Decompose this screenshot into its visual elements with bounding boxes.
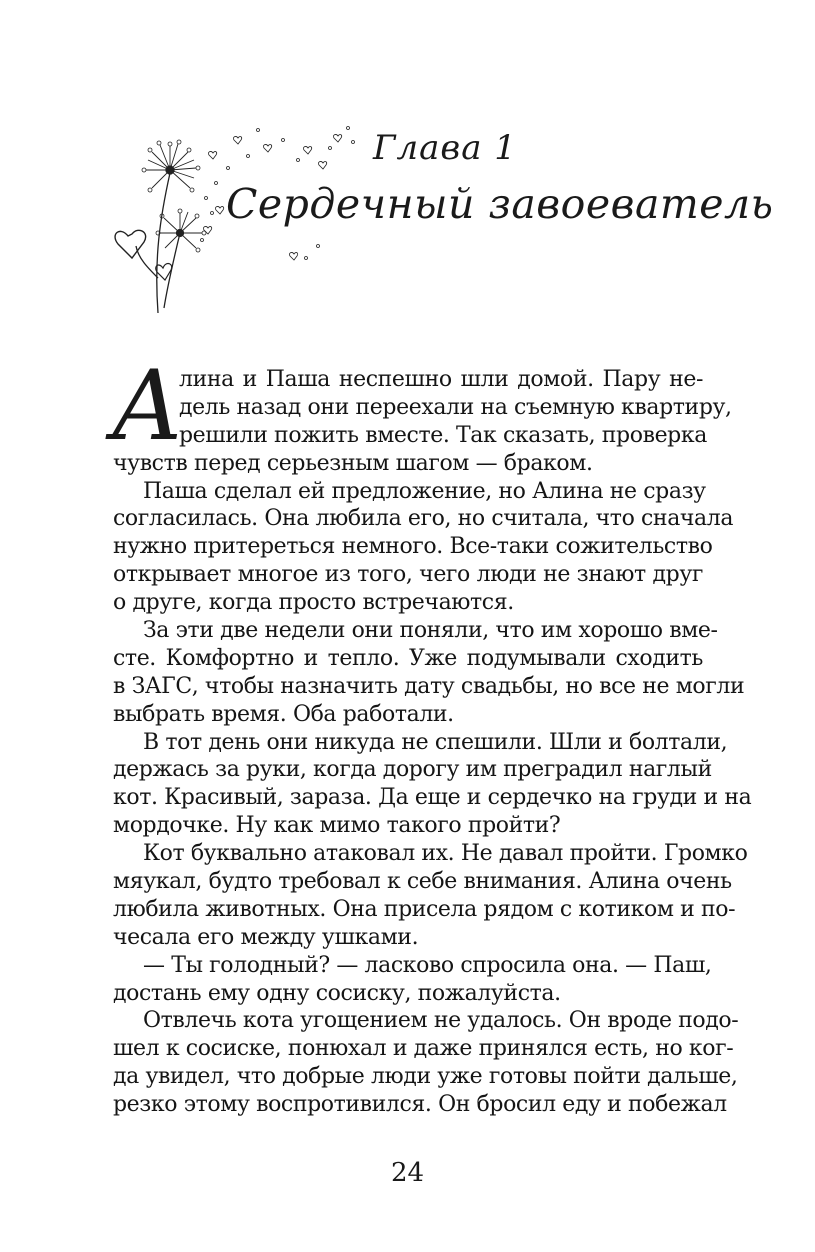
text-line: выбрать время. Оба работали. — [113, 701, 454, 727]
text-line: открывает многое из того, чего люди не знают друг — [113, 562, 703, 588]
text-line: нужно притереться немного. Все-таки сожительство — [113, 534, 713, 560]
text-line: держась за руки, когда дорогу им преградил наглый — [113, 757, 712, 783]
text-line: шел к сосиске, понюхал и даже принялся есть, но ког- — [113, 1036, 734, 1062]
text-line: В тот день они никуда не спешили. Шли и болтали, — [143, 729, 728, 755]
text-line: Отвлечь кота угощением не удалось. Он вроде подо- — [143, 1008, 739, 1034]
chapter-number: Глава 1 — [373, 128, 517, 168]
text-line: достань ему одну сосиску, пожалуйста. — [113, 980, 561, 1006]
text-line: согласилась. Она любила его, но считала, что сначала — [113, 506, 734, 532]
text-line: За эти две недели они поняли, что им хорошо вме- — [143, 618, 718, 644]
text-line: о друге, когда просто встречаются. — [113, 590, 514, 616]
text-line: мордочке. Ну как мимо такого пройти? — [113, 813, 561, 839]
text-line: чесала его между ушками. — [113, 924, 419, 950]
text-line: — Ты голодный? — ласково спросила она. — Паш, — [143, 952, 712, 978]
text-line: резко этому воспротивился. Он бросил еду и побежал — [113, 1092, 727, 1118]
text-line: лина и Паша неспешно шли домой. Пару не- — [179, 367, 703, 392]
chapter-title: Сердечный завоеватель — [226, 180, 774, 228]
text-line: сте. Комфортно и тепло. Уже подумывали сходить — [113, 645, 703, 671]
text-line: любила животных. Она присела рядом с котиком и по- — [113, 896, 736, 922]
text-line: решили пожить вместе. Так сказать, проверка — [179, 422, 707, 448]
text-line: дель назад они переехали на съемную квартиру, — [179, 394, 732, 420]
text-line: в ЗАГС, чтобы назначить дату свадьбы, но все не могли — [113, 673, 745, 699]
page-number: 24 — [390, 1158, 425, 1188]
text-line: мяукал, будто требовал к себе внимания. Алина очень — [113, 869, 732, 895]
text-line: чувств перед серьезным шагом — браком. — [113, 450, 593, 476]
drop-cap: А — [111, 350, 184, 462]
body-text — [111, 350, 752, 1119]
chapter-header — [108, 118, 774, 318]
text-line: да увидел, что добрые люди уже готовы пойти дальше, — [113, 1064, 738, 1090]
text-line: кот. Красивый, зараза. Да еще и сердечко на груди и на — [113, 785, 752, 811]
text-line: Паша сделал ей предложение, но Алина не сразу — [143, 478, 706, 504]
text-line: Кот буквально атаковал их. Не давал пройти. Громко — [143, 841, 748, 867]
